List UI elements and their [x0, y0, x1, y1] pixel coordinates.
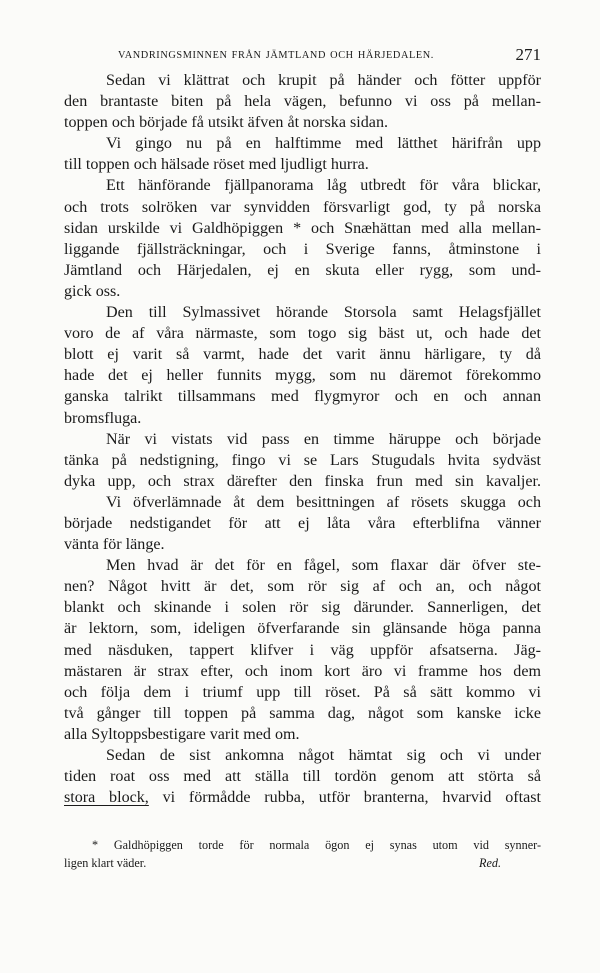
text-line: och följa dem i triumf upp till röset. På så sätt kommo vi — [64, 683, 541, 701]
text-line: sidan urskilde vi Galdhöpiggen * och Snæhättan med alla mellan- — [64, 219, 541, 237]
text-line: När vi vistats vid pass en timme häruppe och började — [106, 430, 541, 448]
page-header — [64, 44, 541, 68]
text-line: toppen och började få utsikt äfven åt norska sidan. — [64, 114, 389, 132]
text-line: till toppen och hälsade röset med ljudligt hurra. — [64, 156, 369, 174]
text-line: Sedan vi klättrat och krupit på händer och fötter uppför — [106, 72, 541, 89]
footnote — [64, 836, 541, 872]
text-line: Vi öfverlämnade åt dem besittningen af rösets skugga och — [106, 493, 541, 511]
text-line: började nedstigandet för att ej låta våra efterblifna vänner — [64, 514, 541, 532]
page-number: 271 — [515, 45, 541, 64]
text-line: tänka på nedstigning, fingo vi se Lars Stugudals hvita sydväst — [64, 451, 541, 469]
text-line: är lektorn, som, ideligen öfverfarande sin glänsande höga panna — [64, 620, 541, 638]
text-line: mästaren är strax efter, och inom kort äro vi framme hos dem — [64, 662, 541, 680]
text-line: alla Syltoppsbestigare varit med om. — [64, 725, 300, 743]
line-rest: vi förmådde rubba, utför branterna, hvarvid oftast — [148, 789, 541, 807]
text-line: tiden roat oss med att ställa till tordön genom att störta så — [64, 768, 541, 786]
text-line: Den till Sylmassivet hörande Storsola samt Helagsfjället — [106, 304, 541, 322]
text-line: med näsduken, tappert klifver i väg uppför afsatserna. Jäg- — [64, 641, 541, 659]
running-title: VANDRINGSMINNEN FRÅN JÄMTLAND OCH HÄRJEDALEN. — [118, 50, 434, 61]
text-line: dyka upp, och strax därefter den finska frun med sin kavaljer. — [64, 472, 541, 490]
text-line: Sedan de sist ankomna något hämtat sig och vi under — [106, 747, 541, 764]
underlined-phrase: stora block, — [64, 789, 149, 807]
text-line — [64, 787, 541, 808]
text-line: liggande fjällsträckningar, och i Sverige fanns, åtminstone i — [64, 240, 541, 258]
text-line: och trots solröken var synvidden försvarligt god, ty på norska — [64, 198, 541, 216]
footnote-line: * Galdhöpiggen torde för normala ögon ej synas utom vid synner- — [92, 838, 541, 852]
text-line: Ett hänförande fjällpanorama låg utbredt för våra blickar, — [106, 177, 541, 195]
footnote-text: ligen klart väder. — [64, 856, 147, 870]
footnote-line — [64, 854, 541, 872]
text-line: nen? Något hvitt är det, som rör sig af och an, och något — [64, 578, 541, 596]
footnote-signature: Red. — [479, 856, 501, 870]
text-line: bromsfluga. — [64, 409, 142, 427]
text-line: blott ej varit så varmt, hade det varit ännu härligare, ty då — [64, 346, 541, 364]
text-line: vänta för länge. — [64, 536, 165, 554]
text-line: Jämtland och Härjedalen, ej en skuta eller rygg, som und- — [64, 261, 541, 279]
body-text — [64, 70, 541, 808]
text-line: hade det ej heller funnits mygg, som nu däremot förekommo — [64, 367, 541, 385]
text-line: den brantaste biten på hela vägen, befunno vi oss på mellan- — [64, 93, 541, 111]
text-line: Vi gingo nu på en halftimme med lätthet härifrån upp — [106, 135, 541, 153]
text-line: två gånger till toppen på samma dag, något som kanske icke — [64, 704, 541, 722]
text-line: voro de af våra närmaste, som togo sig bäst ut, och hade det — [64, 325, 541, 343]
text-line: ganska talrikt tillsammans med flygmyror och en och annan — [64, 388, 541, 406]
text-line: gick oss. — [64, 282, 121, 300]
text-line: Men hvad är det för en fågel, som flaxar där öfver ste- — [106, 557, 541, 575]
text-line: blankt och skinande i solen rör sig därunder. Sannerligen, det — [64, 599, 541, 617]
